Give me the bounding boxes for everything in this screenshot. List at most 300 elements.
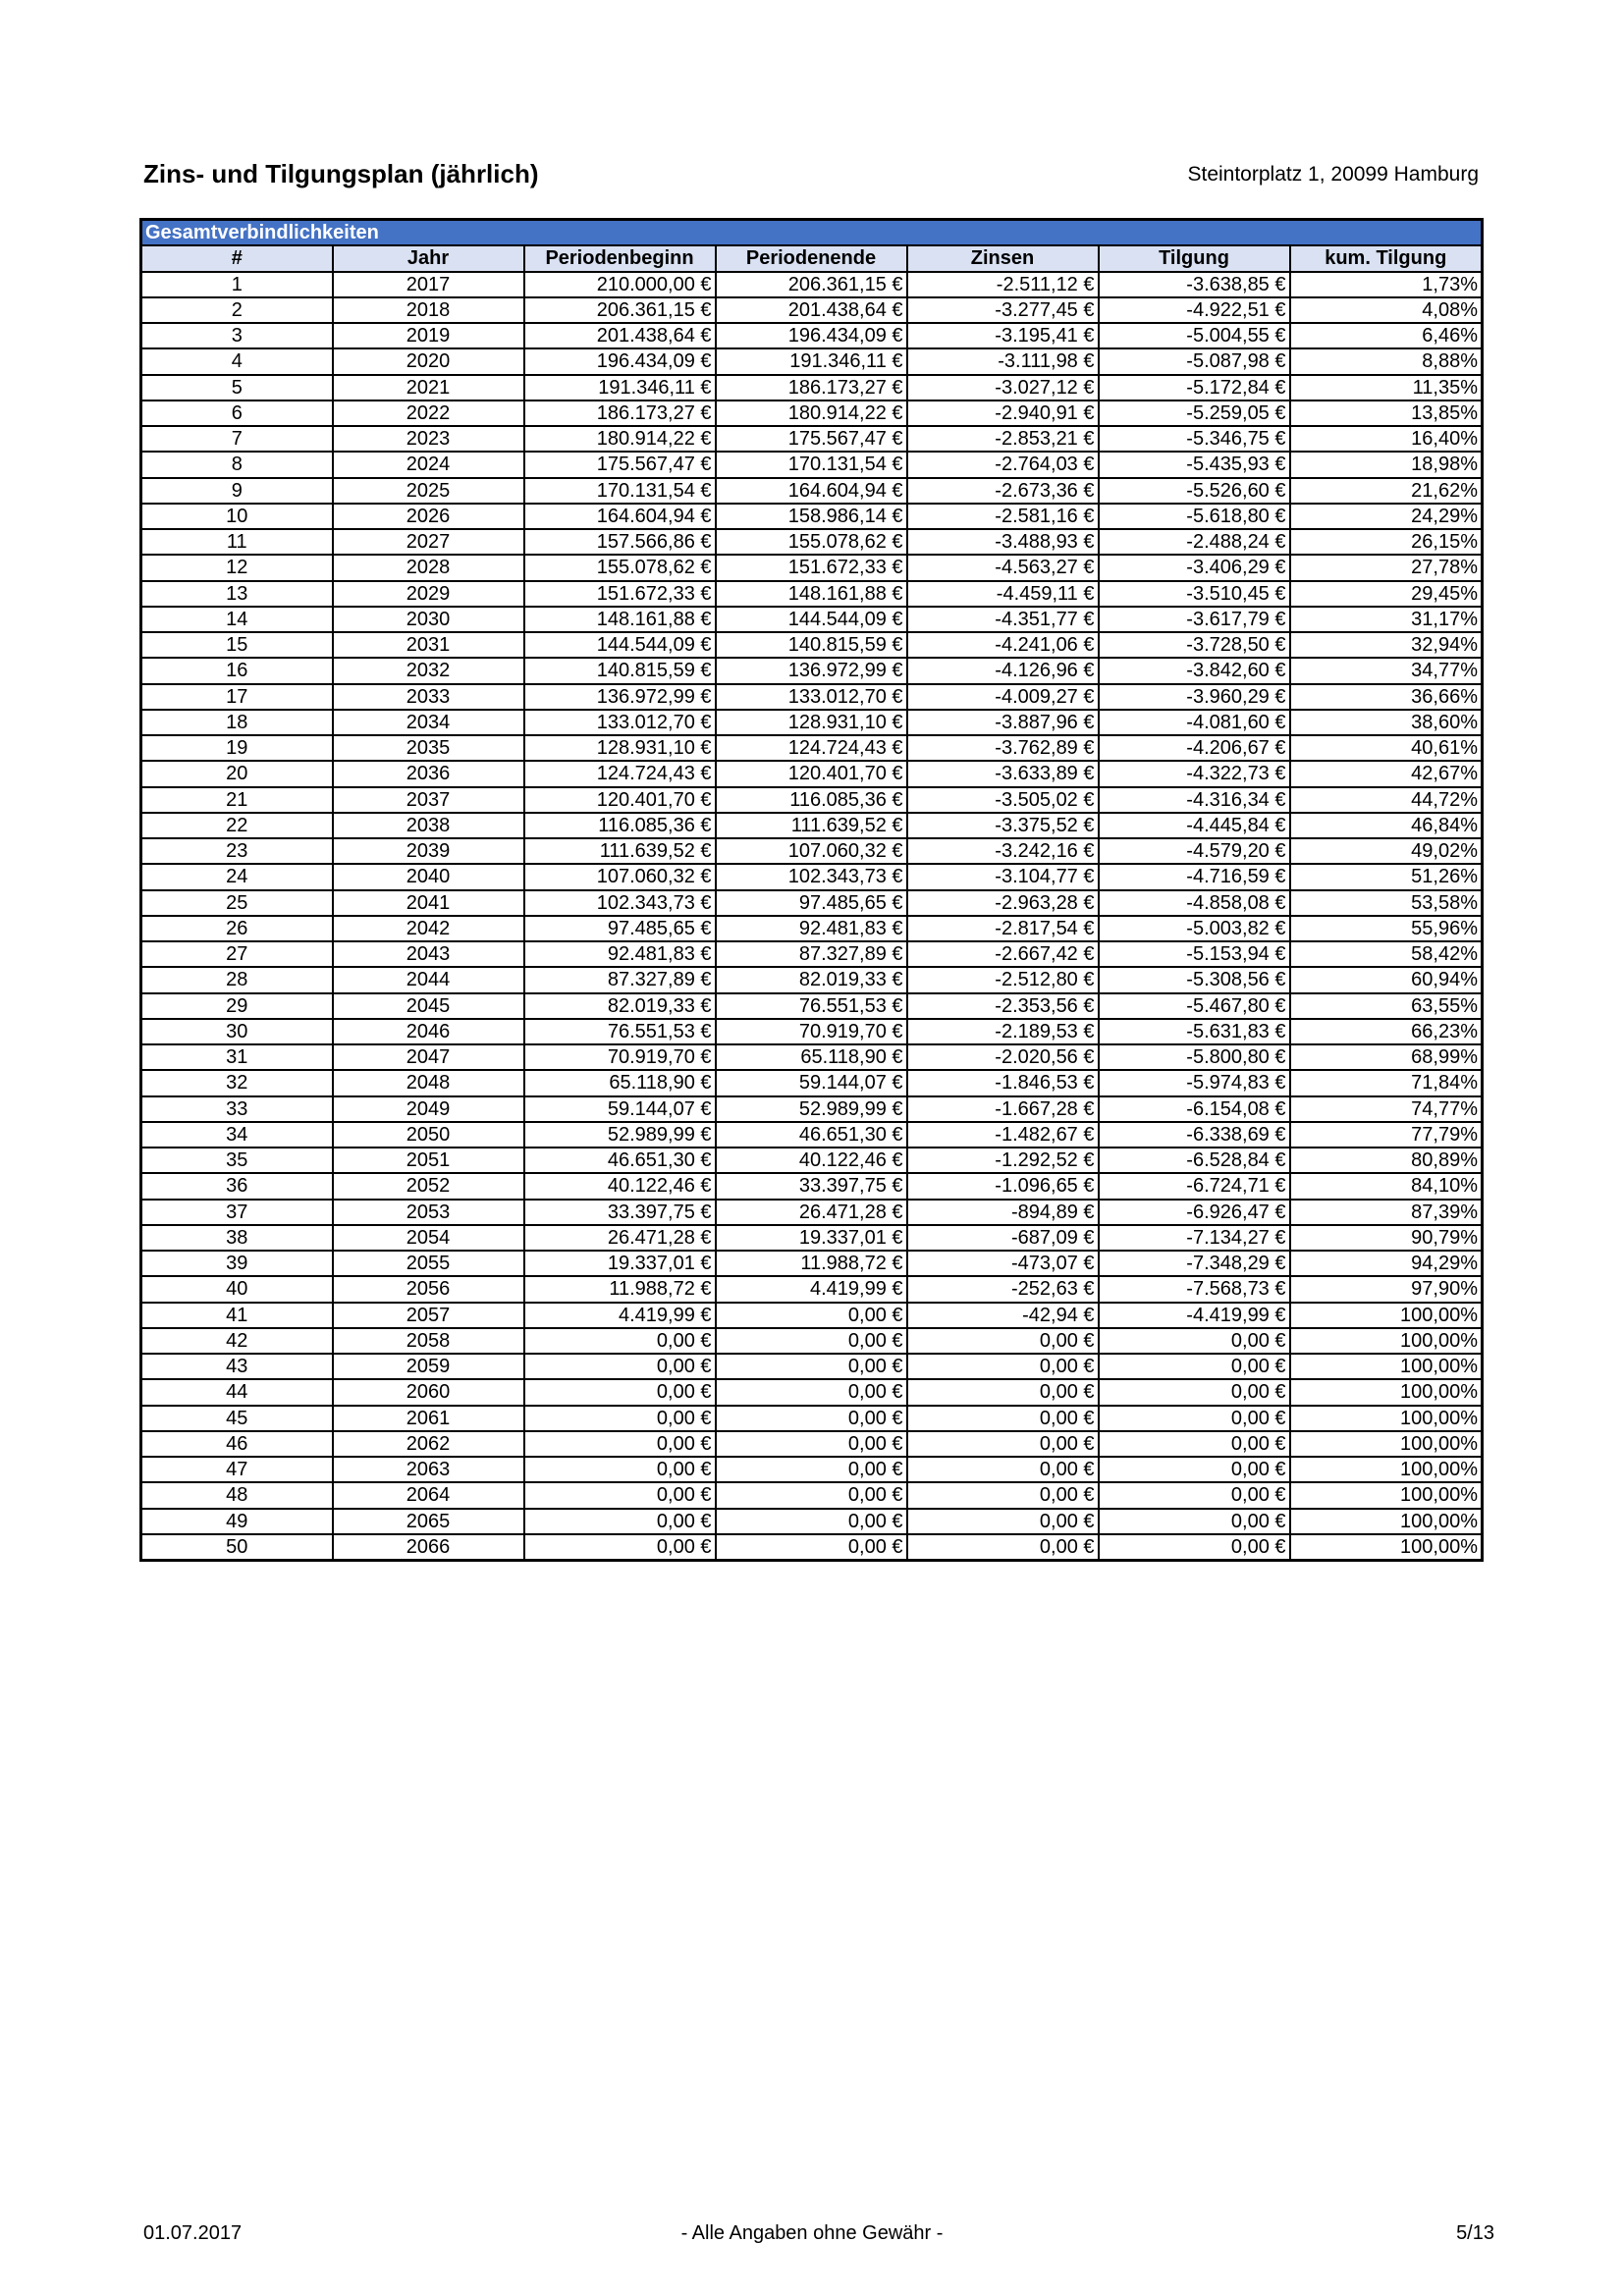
cell-repayment: -6.926,47 € bbox=[1099, 1200, 1290, 1225]
cell-year: 2063 bbox=[333, 1457, 524, 1482]
cell-number: 19 bbox=[141, 735, 333, 761]
cell-number: 18 bbox=[141, 710, 333, 735]
cell-period-end: 0,00 € bbox=[716, 1328, 907, 1354]
cell-number: 48 bbox=[141, 1482, 333, 1508]
table-row bbox=[141, 1122, 1483, 1148]
cell-year: 2036 bbox=[333, 761, 524, 786]
cell-period-start: 155.078,62 € bbox=[524, 555, 716, 580]
cell-period-end: 107.060,32 € bbox=[716, 838, 907, 864]
cell-number: 21 bbox=[141, 787, 333, 813]
cell-cumulative-repayment: 100,00% bbox=[1290, 1431, 1483, 1457]
cell-interest: 0,00 € bbox=[907, 1534, 1099, 1561]
cell-repayment: -7.134,27 € bbox=[1099, 1225, 1290, 1251]
cell-interest: -2.667,42 € bbox=[907, 941, 1099, 967]
cell-year: 2051 bbox=[333, 1148, 524, 1173]
cell-period-end: 0,00 € bbox=[716, 1534, 907, 1561]
cell-period-end: 102.343,73 € bbox=[716, 864, 907, 889]
cell-interest: -4.351,77 € bbox=[907, 607, 1099, 632]
cell-period-start: 133.012,70 € bbox=[524, 710, 716, 735]
cell-cumulative-repayment: 24,29% bbox=[1290, 504, 1483, 529]
table-row bbox=[141, 400, 1483, 426]
cell-interest: -1.667,28 € bbox=[907, 1096, 1099, 1122]
table-row bbox=[141, 967, 1483, 992]
cell-repayment: -5.800,80 € bbox=[1099, 1044, 1290, 1070]
cell-year: 2064 bbox=[333, 1482, 524, 1508]
cell-period-start: 140.815,59 € bbox=[524, 658, 716, 683]
cell-repayment: -3.638,85 € bbox=[1099, 272, 1290, 297]
cell-period-end: 124.724,43 € bbox=[716, 735, 907, 761]
cell-repayment: -4.716,59 € bbox=[1099, 864, 1290, 889]
cell-cumulative-repayment: 34,77% bbox=[1290, 658, 1483, 683]
cell-year: 2033 bbox=[333, 684, 524, 710]
cell-cumulative-repayment: 77,79% bbox=[1290, 1122, 1483, 1148]
cell-period-end: 40.122,46 € bbox=[716, 1148, 907, 1173]
cell-interest: -2.673,36 € bbox=[907, 478, 1099, 504]
cell-repayment: -4.206,67 € bbox=[1099, 735, 1290, 761]
cell-period-end: 0,00 € bbox=[716, 1354, 907, 1379]
cell-number: 13 bbox=[141, 581, 333, 607]
cell-year: 2020 bbox=[333, 348, 524, 374]
table-row bbox=[141, 1303, 1483, 1328]
cell-period-start: 0,00 € bbox=[524, 1534, 716, 1561]
cell-cumulative-repayment: 60,94% bbox=[1290, 967, 1483, 992]
cell-cumulative-repayment: 100,00% bbox=[1290, 1406, 1483, 1431]
cell-period-start: 40.122,46 € bbox=[524, 1173, 716, 1199]
cell-number: 49 bbox=[141, 1509, 333, 1534]
cell-year: 2039 bbox=[333, 838, 524, 864]
cell-year: 2055 bbox=[333, 1251, 524, 1276]
cell-number: 32 bbox=[141, 1070, 333, 1095]
cell-repayment: -4.858,08 € bbox=[1099, 890, 1290, 916]
table-row bbox=[141, 1096, 1483, 1122]
cell-number: 17 bbox=[141, 684, 333, 710]
cell-interest: -4.009,27 € bbox=[907, 684, 1099, 710]
cell-interest: -2.511,12 € bbox=[907, 272, 1099, 297]
cell-interest: -2.189,53 € bbox=[907, 1019, 1099, 1044]
cell-number: 46 bbox=[141, 1431, 333, 1457]
cell-number: 20 bbox=[141, 761, 333, 786]
cell-year: 2026 bbox=[333, 504, 524, 529]
table-row bbox=[141, 1148, 1483, 1173]
cell-number: 8 bbox=[141, 452, 333, 477]
cell-cumulative-repayment: 74,77% bbox=[1290, 1096, 1483, 1122]
cell-period-start: 201.438,64 € bbox=[524, 323, 716, 348]
cell-cumulative-repayment: 27,78% bbox=[1290, 555, 1483, 580]
cell-cumulative-repayment: 44,72% bbox=[1290, 787, 1483, 813]
cell-cumulative-repayment: 55,96% bbox=[1290, 916, 1483, 941]
cell-repayment: -5.618,80 € bbox=[1099, 504, 1290, 529]
cell-interest: 0,00 € bbox=[907, 1379, 1099, 1405]
cell-period-start: 87.327,89 € bbox=[524, 967, 716, 992]
cell-year: 2018 bbox=[333, 297, 524, 323]
cell-period-end: 120.401,70 € bbox=[716, 761, 907, 786]
cell-year: 2061 bbox=[333, 1406, 524, 1431]
cell-year: 2046 bbox=[333, 1019, 524, 1044]
cell-cumulative-repayment: 71,84% bbox=[1290, 1070, 1483, 1095]
table-row bbox=[141, 813, 1483, 838]
cell-interest: -2.512,80 € bbox=[907, 967, 1099, 992]
cell-year: 2053 bbox=[333, 1200, 524, 1225]
footer-page-number: 5/13 bbox=[1456, 2222, 1494, 2244]
cell-period-end: 164.604,94 € bbox=[716, 478, 907, 504]
cell-number: 39 bbox=[141, 1251, 333, 1276]
cell-period-end: 0,00 € bbox=[716, 1482, 907, 1508]
cell-period-end: 186.173,27 € bbox=[716, 375, 907, 400]
table-row bbox=[141, 1406, 1483, 1431]
cell-period-start: 136.972,99 € bbox=[524, 684, 716, 710]
cell-interest: -3.762,89 € bbox=[907, 735, 1099, 761]
cell-period-end: 0,00 € bbox=[716, 1379, 907, 1405]
cell-repayment: -6.338,69 € bbox=[1099, 1122, 1290, 1148]
cell-repayment: -4.316,34 € bbox=[1099, 787, 1290, 813]
cell-period-end: 4.419,99 € bbox=[716, 1276, 907, 1302]
cell-period-end: 196.434,09 € bbox=[716, 323, 907, 348]
cell-repayment: -3.406,29 € bbox=[1099, 555, 1290, 580]
cell-number: 29 bbox=[141, 993, 333, 1019]
cell-number: 33 bbox=[141, 1096, 333, 1122]
cell-cumulative-repayment: 100,00% bbox=[1290, 1303, 1483, 1328]
cell-repayment: -5.004,55 € bbox=[1099, 323, 1290, 348]
cell-year: 2049 bbox=[333, 1096, 524, 1122]
cell-period-start: 144.544,09 € bbox=[524, 632, 716, 658]
cell-repayment: -4.922,51 € bbox=[1099, 297, 1290, 323]
cell-period-start: 82.019,33 € bbox=[524, 993, 716, 1019]
table-row bbox=[141, 1509, 1483, 1534]
cell-repayment: -4.579,20 € bbox=[1099, 838, 1290, 864]
cell-interest: -4.563,27 € bbox=[907, 555, 1099, 580]
cell-period-start: 46.651,30 € bbox=[524, 1148, 716, 1173]
column-header-repayment: Tilgung bbox=[1099, 245, 1290, 271]
cell-number: 10 bbox=[141, 504, 333, 529]
cell-interest: -4.241,06 € bbox=[907, 632, 1099, 658]
cell-period-start: 0,00 € bbox=[524, 1457, 716, 1482]
cell-number: 50 bbox=[141, 1534, 333, 1561]
cell-period-start: 0,00 € bbox=[524, 1328, 716, 1354]
cell-year: 2025 bbox=[333, 478, 524, 504]
cell-cumulative-repayment: 6,46% bbox=[1290, 323, 1483, 348]
cell-period-end: 19.337,01 € bbox=[716, 1225, 907, 1251]
table-row bbox=[141, 658, 1483, 683]
cell-number: 25 bbox=[141, 890, 333, 916]
cell-interest: -1.096,65 € bbox=[907, 1173, 1099, 1199]
address-text: Steintorplatz 1, 20099 Hamburg bbox=[1187, 163, 1479, 186]
cell-number: 42 bbox=[141, 1328, 333, 1354]
column-header-year: Jahr bbox=[333, 245, 524, 271]
table-row bbox=[141, 1457, 1483, 1482]
cell-interest: 0,00 € bbox=[907, 1457, 1099, 1482]
cell-cumulative-repayment: 31,17% bbox=[1290, 607, 1483, 632]
cell-repayment: 0,00 € bbox=[1099, 1534, 1290, 1561]
cell-year: 2017 bbox=[333, 272, 524, 297]
cell-interest: -252,63 € bbox=[907, 1276, 1099, 1302]
cell-interest: -3.104,77 € bbox=[907, 864, 1099, 889]
cell-period-end: 175.567,47 € bbox=[716, 426, 907, 452]
cell-repayment: -5.467,80 € bbox=[1099, 993, 1290, 1019]
cell-period-start: 0,00 € bbox=[524, 1379, 716, 1405]
cell-number: 44 bbox=[141, 1379, 333, 1405]
table-row bbox=[141, 787, 1483, 813]
cell-year: 2023 bbox=[333, 426, 524, 452]
cell-number: 30 bbox=[141, 1019, 333, 1044]
cell-number: 37 bbox=[141, 1200, 333, 1225]
cell-year: 2048 bbox=[333, 1070, 524, 1095]
cell-cumulative-repayment: 36,66% bbox=[1290, 684, 1483, 710]
table-row bbox=[141, 1328, 1483, 1354]
cell-interest: -3.375,52 € bbox=[907, 813, 1099, 838]
cell-repayment: -3.510,45 € bbox=[1099, 581, 1290, 607]
cell-interest: -3.195,41 € bbox=[907, 323, 1099, 348]
cell-year: 2042 bbox=[333, 916, 524, 941]
cell-cumulative-repayment: 42,67% bbox=[1290, 761, 1483, 786]
cell-repayment: 0,00 € bbox=[1099, 1457, 1290, 1482]
cell-year: 2021 bbox=[333, 375, 524, 400]
cell-year: 2029 bbox=[333, 581, 524, 607]
cell-cumulative-repayment: 100,00% bbox=[1290, 1482, 1483, 1508]
cell-interest: -4.459,11 € bbox=[907, 581, 1099, 607]
cell-interest: -3.027,12 € bbox=[907, 375, 1099, 400]
cell-period-end: 140.815,59 € bbox=[716, 632, 907, 658]
cell-number: 35 bbox=[141, 1148, 333, 1173]
cell-period-start: 120.401,70 € bbox=[524, 787, 716, 813]
cell-interest: 0,00 € bbox=[907, 1354, 1099, 1379]
cell-repayment: -6.154,08 € bbox=[1099, 1096, 1290, 1122]
table-row bbox=[141, 1019, 1483, 1044]
cell-interest: -687,09 € bbox=[907, 1225, 1099, 1251]
cell-cumulative-repayment: 63,55% bbox=[1290, 993, 1483, 1019]
cell-period-end: 128.931,10 € bbox=[716, 710, 907, 735]
cell-period-start: 164.604,94 € bbox=[524, 504, 716, 529]
table-row bbox=[141, 916, 1483, 941]
cell-number: 16 bbox=[141, 658, 333, 683]
cell-period-end: 133.012,70 € bbox=[716, 684, 907, 710]
table-row bbox=[141, 941, 1483, 967]
cell-number: 41 bbox=[141, 1303, 333, 1328]
cell-year: 2044 bbox=[333, 967, 524, 992]
cell-period-start: 170.131,54 € bbox=[524, 478, 716, 504]
table-row bbox=[141, 452, 1483, 477]
cell-number: 7 bbox=[141, 426, 333, 452]
cell-year: 2059 bbox=[333, 1354, 524, 1379]
cell-period-start: 180.914,22 € bbox=[524, 426, 716, 452]
cell-cumulative-repayment: 26,15% bbox=[1290, 529, 1483, 555]
cell-cumulative-repayment: 40,61% bbox=[1290, 735, 1483, 761]
cell-cumulative-repayment: 100,00% bbox=[1290, 1509, 1483, 1534]
cell-interest: -3.887,96 € bbox=[907, 710, 1099, 735]
cell-period-start: 124.724,43 € bbox=[524, 761, 716, 786]
cell-period-start: 186.173,27 € bbox=[524, 400, 716, 426]
cell-year: 2024 bbox=[333, 452, 524, 477]
cell-period-end: 26.471,28 € bbox=[716, 1200, 907, 1225]
cell-period-end: 82.019,33 € bbox=[716, 967, 907, 992]
cell-repayment: -5.631,83 € bbox=[1099, 1019, 1290, 1044]
table-row bbox=[141, 632, 1483, 658]
cell-interest: -42,94 € bbox=[907, 1303, 1099, 1328]
cell-period-start: 0,00 € bbox=[524, 1431, 716, 1457]
cell-cumulative-repayment: 87,39% bbox=[1290, 1200, 1483, 1225]
table-section-row bbox=[141, 220, 1483, 246]
table-row bbox=[141, 555, 1483, 580]
cell-period-end: 46.651,30 € bbox=[716, 1122, 907, 1148]
repayment-table bbox=[139, 218, 1484, 1562]
cell-number: 43 bbox=[141, 1354, 333, 1379]
cell-interest: -3.488,93 € bbox=[907, 529, 1099, 555]
cell-number: 26 bbox=[141, 916, 333, 941]
cell-cumulative-repayment: 100,00% bbox=[1290, 1328, 1483, 1354]
cell-interest: 0,00 € bbox=[907, 1482, 1099, 1508]
cell-period-end: 70.919,70 € bbox=[716, 1019, 907, 1044]
cell-repayment: -5.308,56 € bbox=[1099, 967, 1290, 992]
cell-period-end: 206.361,15 € bbox=[716, 272, 907, 297]
cell-cumulative-repayment: 18,98% bbox=[1290, 452, 1483, 477]
cell-cumulative-repayment: 46,84% bbox=[1290, 813, 1483, 838]
cell-period-end: 158.986,14 € bbox=[716, 504, 907, 529]
cell-number: 24 bbox=[141, 864, 333, 889]
cell-cumulative-repayment: 13,85% bbox=[1290, 400, 1483, 426]
cell-interest: -2.940,91 € bbox=[907, 400, 1099, 426]
table-row bbox=[141, 375, 1483, 400]
cell-period-end: 151.672,33 € bbox=[716, 555, 907, 580]
cell-cumulative-repayment: 100,00% bbox=[1290, 1354, 1483, 1379]
table-row bbox=[141, 297, 1483, 323]
cell-period-start: 148.161,88 € bbox=[524, 607, 716, 632]
cell-period-start: 59.144,07 € bbox=[524, 1096, 716, 1122]
table-row bbox=[141, 761, 1483, 786]
table-row bbox=[141, 478, 1483, 504]
table-row bbox=[141, 1173, 1483, 1199]
cell-number: 6 bbox=[141, 400, 333, 426]
cell-cumulative-repayment: 11,35% bbox=[1290, 375, 1483, 400]
column-header-period-end: Periodenende bbox=[716, 245, 907, 271]
cell-period-end: 76.551,53 € bbox=[716, 993, 907, 1019]
cell-interest: 0,00 € bbox=[907, 1509, 1099, 1534]
cell-cumulative-repayment: 94,29% bbox=[1290, 1251, 1483, 1276]
cell-repayment: -3.842,60 € bbox=[1099, 658, 1290, 683]
cell-year: 2037 bbox=[333, 787, 524, 813]
cell-number: 40 bbox=[141, 1276, 333, 1302]
cell-period-end: 191.346,11 € bbox=[716, 348, 907, 374]
cell-repayment: 0,00 € bbox=[1099, 1482, 1290, 1508]
cell-number: 2 bbox=[141, 297, 333, 323]
cell-repayment: -5.435,93 € bbox=[1099, 452, 1290, 477]
cell-repayment: -4.419,99 € bbox=[1099, 1303, 1290, 1328]
cell-period-start: 52.989,99 € bbox=[524, 1122, 716, 1148]
cell-repayment: 0,00 € bbox=[1099, 1509, 1290, 1534]
cell-repayment: -5.526,60 € bbox=[1099, 478, 1290, 504]
cell-period-end: 144.544,09 € bbox=[716, 607, 907, 632]
cell-interest: -3.277,45 € bbox=[907, 297, 1099, 323]
table-row bbox=[141, 1354, 1483, 1379]
cell-period-end: 201.438,64 € bbox=[716, 297, 907, 323]
cell-number: 47 bbox=[141, 1457, 333, 1482]
cell-repayment: -6.528,84 € bbox=[1099, 1148, 1290, 1173]
cell-number: 45 bbox=[141, 1406, 333, 1431]
cell-number: 14 bbox=[141, 607, 333, 632]
table-row bbox=[141, 426, 1483, 452]
cell-year: 2019 bbox=[333, 323, 524, 348]
cell-cumulative-repayment: 49,02% bbox=[1290, 838, 1483, 864]
cell-interest: -473,07 € bbox=[907, 1251, 1099, 1276]
table-row bbox=[141, 1534, 1483, 1561]
cell-year: 2034 bbox=[333, 710, 524, 735]
cell-period-start: 70.919,70 € bbox=[524, 1044, 716, 1070]
cell-cumulative-repayment: 32,94% bbox=[1290, 632, 1483, 658]
cell-year: 2030 bbox=[333, 607, 524, 632]
cell-period-start: 210.000,00 € bbox=[524, 272, 716, 297]
cell-year: 2043 bbox=[333, 941, 524, 967]
cell-cumulative-repayment: 97,90% bbox=[1290, 1276, 1483, 1302]
cell-interest: -894,89 € bbox=[907, 1200, 1099, 1225]
cell-period-end: 0,00 € bbox=[716, 1431, 907, 1457]
cell-period-start: 196.434,09 € bbox=[524, 348, 716, 374]
table-row bbox=[141, 1431, 1483, 1457]
cell-cumulative-repayment: 16,40% bbox=[1290, 426, 1483, 452]
table-row bbox=[141, 1482, 1483, 1508]
table-row bbox=[141, 735, 1483, 761]
cell-repayment: -4.445,84 € bbox=[1099, 813, 1290, 838]
cell-year: 2056 bbox=[333, 1276, 524, 1302]
cell-period-start: 157.566,86 € bbox=[524, 529, 716, 555]
cell-period-end: 155.078,62 € bbox=[716, 529, 907, 555]
cell-repayment: -5.346,75 € bbox=[1099, 426, 1290, 452]
cell-number: 9 bbox=[141, 478, 333, 504]
cell-interest: -2.963,28 € bbox=[907, 890, 1099, 916]
cell-period-end: 59.144,07 € bbox=[716, 1070, 907, 1095]
cell-repayment: -3.960,29 € bbox=[1099, 684, 1290, 710]
table-row bbox=[141, 1044, 1483, 1070]
cell-period-start: 65.118,90 € bbox=[524, 1070, 716, 1095]
cell-number: 36 bbox=[141, 1173, 333, 1199]
cell-number: 38 bbox=[141, 1225, 333, 1251]
cell-period-end: 170.131,54 € bbox=[716, 452, 907, 477]
column-header-interest: Zinsen bbox=[907, 245, 1099, 271]
cell-cumulative-repayment: 4,08% bbox=[1290, 297, 1483, 323]
table-row bbox=[141, 529, 1483, 555]
cell-period-start: 0,00 € bbox=[524, 1406, 716, 1431]
cell-interest: -4.126,96 € bbox=[907, 658, 1099, 683]
cell-cumulative-repayment: 100,00% bbox=[1290, 1379, 1483, 1405]
cell-period-start: 11.988,72 € bbox=[524, 1276, 716, 1302]
cell-year: 2057 bbox=[333, 1303, 524, 1328]
cell-repayment: 0,00 € bbox=[1099, 1379, 1290, 1405]
table-row bbox=[141, 993, 1483, 1019]
cell-period-end: 52.989,99 € bbox=[716, 1096, 907, 1122]
column-header-number: # bbox=[141, 245, 333, 271]
cell-cumulative-repayment: 1,73% bbox=[1290, 272, 1483, 297]
cell-period-start: 26.471,28 € bbox=[524, 1225, 716, 1251]
cell-period-end: 0,00 € bbox=[716, 1457, 907, 1482]
cell-cumulative-repayment: 84,10% bbox=[1290, 1173, 1483, 1199]
cell-period-start: 151.672,33 € bbox=[524, 581, 716, 607]
cell-period-start: 175.567,47 € bbox=[524, 452, 716, 477]
cell-period-start: 111.639,52 € bbox=[524, 838, 716, 864]
cell-year: 2027 bbox=[333, 529, 524, 555]
cell-repayment: 0,00 € bbox=[1099, 1328, 1290, 1354]
cell-number: 12 bbox=[141, 555, 333, 580]
cell-number: 31 bbox=[141, 1044, 333, 1070]
table-body bbox=[141, 272, 1483, 1561]
cell-period-start: 0,00 € bbox=[524, 1354, 716, 1379]
table-row bbox=[141, 1070, 1483, 1095]
table-row bbox=[141, 890, 1483, 916]
cell-interest: -2.817,54 € bbox=[907, 916, 1099, 941]
table-row bbox=[141, 1379, 1483, 1405]
cell-cumulative-repayment: 100,00% bbox=[1290, 1457, 1483, 1482]
cell-year: 2038 bbox=[333, 813, 524, 838]
cell-period-start: 107.060,32 € bbox=[524, 864, 716, 889]
table-row bbox=[141, 348, 1483, 374]
table-row bbox=[141, 581, 1483, 607]
cell-year: 2062 bbox=[333, 1431, 524, 1457]
